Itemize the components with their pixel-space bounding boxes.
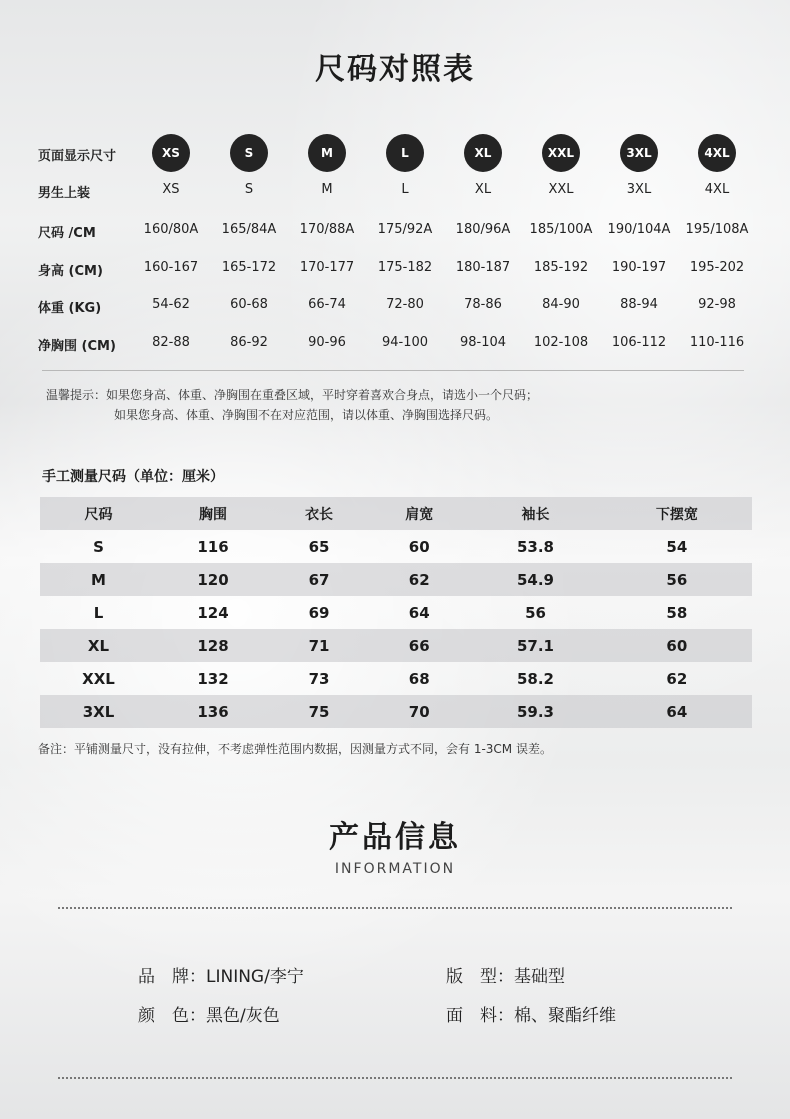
table-cell: 53.8 [516,537,554,556]
mens-top-cell: M [321,182,333,197]
chest-cell: 102-108 [533,335,589,350]
header-cell: 尺码 [40,497,157,530]
size-cm-cell: 195/108A [685,222,749,237]
table-cell: 64 [408,603,430,622]
product-info-subtitle: INFORMATION [334,861,456,877]
mens-top-cell: XL [474,182,492,197]
table-row [40,695,752,728]
weight-cell: 60-68 [230,297,268,312]
header-cell: 衣长 [269,497,369,530]
table-cell: 67 [269,563,369,596]
tip-line-2: 如果您身高、体重、净胸围不在对应范围，请以体重、净胸围选择尺码。 [114,408,499,422]
size-badge-xs: XS [152,134,190,172]
chest-cell: 98-104 [459,335,507,350]
weight-cell: 78-86 [464,297,502,312]
size-cm-cell: 165/84A [221,222,277,237]
table-cell: XL [40,629,157,662]
table-cell: 70 [369,695,469,728]
table-row [40,563,752,596]
measure-title: 手工测量尺码（单位：厘米） [42,469,224,485]
brand-info: 品 牌：LINING/李宁 [138,967,304,987]
weight-cell: 84-90 [542,297,580,312]
table-cell: 136 [157,695,269,728]
size-badge-xl: XL [464,134,502,172]
mens-top-cell: XS [162,182,180,197]
row-label-height: 身高 (CM) [38,264,103,279]
size-chart-title: 尺码对照表 [315,52,475,87]
chest-cell: 106-112 [611,335,667,350]
chest-cell: 90-96 [308,335,346,350]
table-cell: M [40,563,157,596]
chest-cell: 94-100 [381,335,429,350]
table-cell: XXL [82,669,115,688]
size-cm-cell: 160/80A [143,222,199,237]
table-cell: 64 [602,695,752,728]
measure-note: 备注：平铺测量尺寸，没有拉伸，不考虑弹性范围内数据，因测量方式不同，会有 1-3CM 误差。 [38,742,552,756]
header-cell: 袖长 [469,497,601,530]
table-cell: 132 [197,669,229,688]
fit-info: 版 型：基础型 [446,967,565,987]
table-cell: 69 [308,603,330,622]
table-cell: 73 [308,669,330,688]
table-cell: 62 [369,563,469,596]
table-cell: 54.9 [469,563,601,596]
table-cell: 59.3 [469,695,601,728]
chest-cell: 82-88 [152,335,190,350]
table-cell: 54 [666,537,688,556]
row-label-chest: 净胸围 (CM) [38,339,116,354]
size-cm-cell: 170/88A [299,222,355,237]
height-cell: 190-197 [611,260,667,275]
divider [42,370,744,371]
weight-cell: 66-74 [308,297,346,312]
weight-cell: 92-98 [698,297,736,312]
height-cell: 185-192 [533,260,589,275]
material-info: 面 料：棉、聚酯纤维 [446,1006,616,1026]
mens-top-cell: S [244,182,254,197]
mens-top-cell: L [401,182,409,197]
table-cell: 124 [197,603,229,622]
row-label-mens-top: 男生上装 [38,186,91,201]
table-header-row [40,497,752,530]
mens-top-cell: 4XL [704,182,730,197]
color-info: 颜 色：黑色/灰色 [138,1006,280,1026]
table-row [40,530,752,563]
size-badge-3xl: 3XL [620,134,658,172]
table-cell: 68 [408,669,430,688]
size-badge-l: L [386,134,424,172]
height-cell: 175-182 [377,260,433,275]
tip-line-1: 温馨提示：如果您身高、体重、净胸围在重叠区域，平时穿着喜欢合身点，请选小一个尺码； [46,388,539,402]
header-cell: 肩宽 [369,497,469,530]
table-cell: 58 [666,603,688,622]
dotted-divider [58,907,732,909]
height-cell: 160-167 [143,260,199,275]
size-badge-s: S [230,134,268,172]
table-cell: 116 [197,537,229,556]
measure-table [40,497,752,728]
size-badge-m: M [308,134,346,172]
table-cell: L [93,603,104,622]
size-cm-cell: 180/96A [455,222,511,237]
table-cell: 60 [602,629,752,662]
table-cell: 66 [369,629,469,662]
table-cell: 120 [157,563,269,596]
table-cell: 56 [525,603,546,622]
table-row [40,629,752,662]
size-cm-cell: 185/100A [529,222,593,237]
height-cell: 165-172 [221,260,277,275]
row-label-display-size: 页面显示尺寸 [38,149,117,164]
height-cell: 180-187 [455,260,511,275]
table-cell: S [93,537,104,556]
table-cell: 58.2 [516,669,554,688]
table-cell: 3XL [40,695,157,728]
mens-top-cell: 3XL [626,182,652,197]
row-label-weight: 体重 (KG) [38,301,102,316]
table-cell: 71 [269,629,369,662]
weight-cell: 54-62 [152,297,190,312]
size-badge-xxl: XXL [542,134,580,172]
size-cm-cell: 175/92A [377,222,433,237]
height-cell: 170-177 [299,260,355,275]
weight-cell: 88-94 [620,297,658,312]
height-cell: 195-202 [689,260,745,275]
header-cell: 下摆宽 [602,497,752,530]
size-badge-4xl: 4XL [698,134,736,172]
chest-cell: 110-116 [689,335,745,350]
table-cell: 60 [408,537,430,556]
product-info-title: 产品信息 [329,820,461,855]
row-label-size-cm: 尺码 /CM [38,226,96,241]
table-row [40,596,752,629]
table-cell: 75 [269,695,369,728]
table-cell: 65 [308,537,330,556]
weight-cell: 72-80 [386,297,424,312]
size-cm-cell: 190/104A [607,222,671,237]
header-cell: 胸围 [157,497,269,530]
table-cell: 128 [157,629,269,662]
chest-cell: 86-92 [230,335,268,350]
table-row [40,662,752,695]
table-cell: 57.1 [469,629,601,662]
table-cell: 62 [666,669,688,688]
table-cell: 56 [602,563,752,596]
mens-top-cell: XXL [548,182,574,197]
dotted-divider [58,1077,732,1079]
